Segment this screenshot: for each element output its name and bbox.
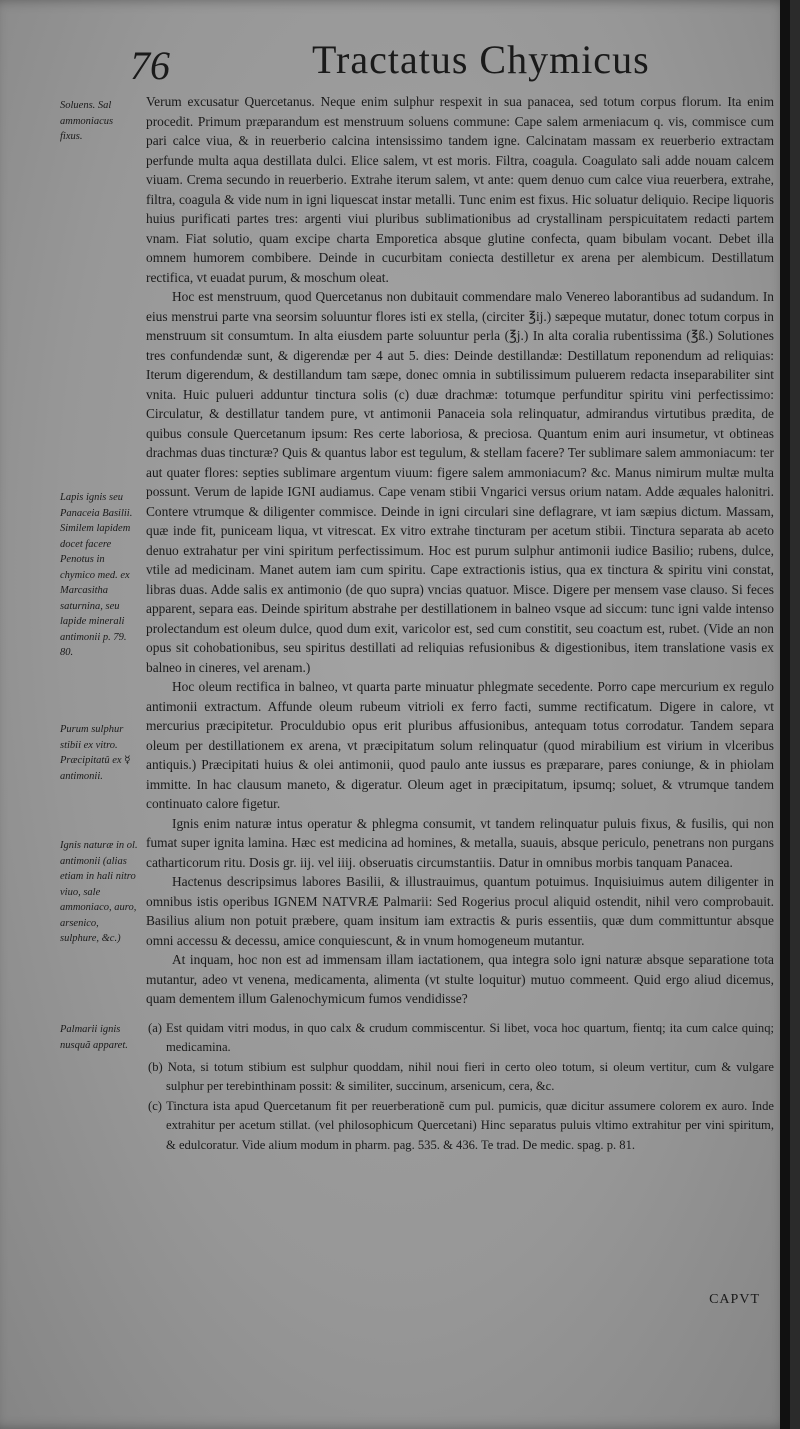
margin-note-lapis-ignis: Lapis ignis seu Panaceia Basilii. Similem lapidem docet facere Penotus in chymico med. ex Marcasitha saturnina, seu lapide minerali antimonii p. 79. 80. bbox=[60, 492, 133, 658]
paragraph: Hactenus descripsimus labores Basilii, & illustrauimus, quantum potuimus. Inquisiuimus autem diligenter in omnibus istis operibus IGNEM NATVRÆ Palmarii: Sed Rogerius procul aliquid ostendit, nihil vero comprobauit. Basilius alium non potuit præbere, quam insitum iam extractis & puris essentiis, quæ dum committuntur absque omni accessu & decessu, amice conquiescunt, & in vnum homogeneum mutantur. bbox=[146, 874, 774, 948]
paragraph: Hoc oleum rectifica in balneo, vt quarta parte minuatur phlegmate secedente. Porro cape mercurium ex regulo antimonii extractum. Affunde oleum rubeum vitrioli ex ferro facti, summe rectificatum. Digere in calore, vt mercurius præcipitetur. Proculdubio opus erit pluribus affusionibus, antequam totus corrodatur. Tandem separa oleum per destillationem ex arena, vt præcipitatum solum relinquatur (quod mirabilium est virium in vlceribus antiquis.) Præcipitati huius & olei antimonii, quod paulo ante iussus es præparare, pares coniunge, & in phiolam immitte. In hac clausum maneto, & digeratur. Oleum aget in præcipitatum, ipsumq; soluet, & vtrumque tandem continuato calore figetur. bbox=[146, 679, 774, 811]
catchword: CAPVT bbox=[709, 1292, 760, 1307]
main-text bbox=[146, 92, 774, 1155]
footnote: (c) Tinctura ista apud Quercetanum fit per reuerberationẽ cum pul. pumicis, quæ dicitur assumere colorem ex auro. Inde extrahitur per acetum stillat. (vel philosophicum Quercetani) Hinc separatus puluis vltimo extrahitur per vini spiritum, & edulcoratur. Vide alium modum in pharm. pag. 535. & 436. Te trad. De medic. spag. p. 81. bbox=[148, 1098, 774, 1152]
margin-note-palmarii: Palmarii ignis nusquã apparet. bbox=[60, 1024, 128, 1051]
running-title: Tractatus Chymicus bbox=[312, 37, 650, 82]
page-number: 76 bbox=[130, 43, 170, 88]
paragraph: Hoc est menstruum, quod Quercetanus non dubitauit commendare malo Venereo laborantibus ad sudandum. In eius menstrui parte vna seorsim soluuntur flores isti ex stella, (circiter ℥ij.) sæpeque mutatur, donec totum corpus in menstruum sit consumtum. In alta eiusdem parte soluuntur perla (℥j.) In alta coralia rubentissima (℥ß.) Solutiones tres confundendæ sunt, & digerendæ per 4 aut 5. dies: Deinde destillandæ: Destillatum reponendum ad reliquias: Iterum digerendum, & destillandum tam sæpe, donec omnia in subtilissimum puluerem redacta inseparabiliter sint vnita. Huic puluerі adduntur tinctura solis (c) duæ drachmæ: totumque perfunditur spiritu vini perfectissimo: Circulatur, & destillatur tandem pure, vt antimonii Panaceia sola relinquatur, admirandus virtutibus prædita, de quibus consule Quercetanum ipsum: Res certe laboriosa, & preciosa. Quantum enim auri insumetur, vt obtineas drachmas duas tincturæ? Quis & quantus labor est tegulum, & stellam facere? Ter sublimare salem ammoniacum: ter aut quater flores: septies sublimare argentum viuum: figere salem ammoniacum? &c. Manus nimirum multæ multa possunt. Verum de lapide IGNI audiamus. Cape venam stibii Vngarici versus orium natam. Adde æquales halonitri. Contere vtrumque & diligenter commisce. Deinde in igni circulari sine deflagrare, vt iam sæpius dictum. Massam, quæ inde fit, puniceam liqua, vt vitrescat. Ex vitro extrahe tincturam per acetum stibii. Tinctura separata ab aceto denuo extrahatur per vini spiritum perfectissimum. Hoc est purum sulphur antimonii iudice Basilio; rubens, dulce, vtile ad medicinam. Manet autem iam cum spiritu. Cape extractionis istius, qua ex tinctura & spiritu vini constat, libras duas. Adde salis ex antimonio (de quo supra) vncias quatuor. Misce. Digere per mensem vase clauso. Si feces apparent, separa eas. Deinde spiritum abstrahe per destillationem in balneo vsque ad siccum: tunc igni valde intenso prolectandum est oleum dulce, quod dum exit, varicolor est, sed cum constitit, seu coactum est, rubet. (Vide an non opus sit cohobationibus, seu spiritus destillati ad reliquias refusionibus & digestionibus, item translatione vasis ex balneo in cineres, vel arenam.) bbox=[146, 289, 774, 675]
paragraph: Ignis enim naturæ intus operatur & phlegma consumit, vt tandem relinquatur puluis fixus, & fusilis, qui non fumat super ignita lamina. Hæc est medicina ad homines, & metalla, suauis, absque periculo, penetrans non purgans catharticorum ritu. Dosis gr. iij. vel iiij. obseruatis circumstantiis. Datur in omnibus morbis tanquam Panacea. bbox=[146, 815, 774, 870]
paragraph: At inquam, hoc non est ad immensam illam iactationem, qua integra solo igni naturæ absque separatione tota mutantur, adeo vt venena, medicamenta, alimenta (vt stulte loquitur) mutuo commeent. Quid ergo aliud dicemus, quam dementem illum Galenochymicum fumos vendidisse? bbox=[146, 952, 774, 1006]
paragraph: Verum excusatur Quercetanus. Neque enim sulphur respexit in sua panacea, sed totum corpus florum. Ita enim procedit. Primum præparandum est menstruum soluens commune: Cape salem armeniacum q. vis, commisce cum pari calce viua, & in reuerberio calcina intensissimo tandem igne. Calcinatam massam ex reuerberio extractam perfunde multa aqua destillata dulci. Elice salem, vt est moris. Filtra, coagula. Coagulato sali adde nouam calcem viuam. Crema secundo in reuerberio. Extrahe iterum salem, vt ante: quem denuo cum calce viua reuerbera, extrahe, filtra, coagula & vide num in igni liquescat instar metalli. Tunc enim est fixus. Hic soluatur deliquio. Recipe liquoris huius purificati partes tres: argenti viui pluribus sublimationibus ad crystallinam perspicuitatem redacti partem vnam. Fiat solutio, quam excipe charta Emporetica absque glutine confecta, quam bibulam vocant. Debet illa omnem humorem combibere. Deinde in cucurbitam coniecta destilletur ex arena per alembicum. Destillatum rectifica, vt euadat purum, & moschum oleat. bbox=[146, 94, 774, 285]
footnote: (b) Nota, si totum stibium est sulphur quoddam, nihil noui fieri in certo oleo totum, si oleum vertitur, cum & vulgare sulphur per terebinthinam possit: & similiter, succinum, arsenicum, cera, &c. bbox=[148, 1059, 774, 1093]
margin-note-soluens: Soluens. Sal ammoniacus fixus. bbox=[60, 100, 114, 142]
page-edge bbox=[780, 0, 790, 1429]
margin-note-purum-sulphur: Purum sulphur stibii ex vitro. Præcipitatû ex ☿ antimonii. bbox=[60, 724, 131, 782]
footnote: (a) Est quidam vitri modus, in quo calx & crudum commiscentur. Si libet, voca hoc quartum, fientq; ita cum calce quinq; medicamina. bbox=[148, 1020, 774, 1054]
margin-note-ignis-naturae: Ignis naturæ in ol. antimonii (alias etiam in hali nitro viuo, sale ammoniaco, auro, arsenico, sulphure, &c.) bbox=[60, 840, 138, 944]
footnotes bbox=[146, 1019, 774, 1156]
